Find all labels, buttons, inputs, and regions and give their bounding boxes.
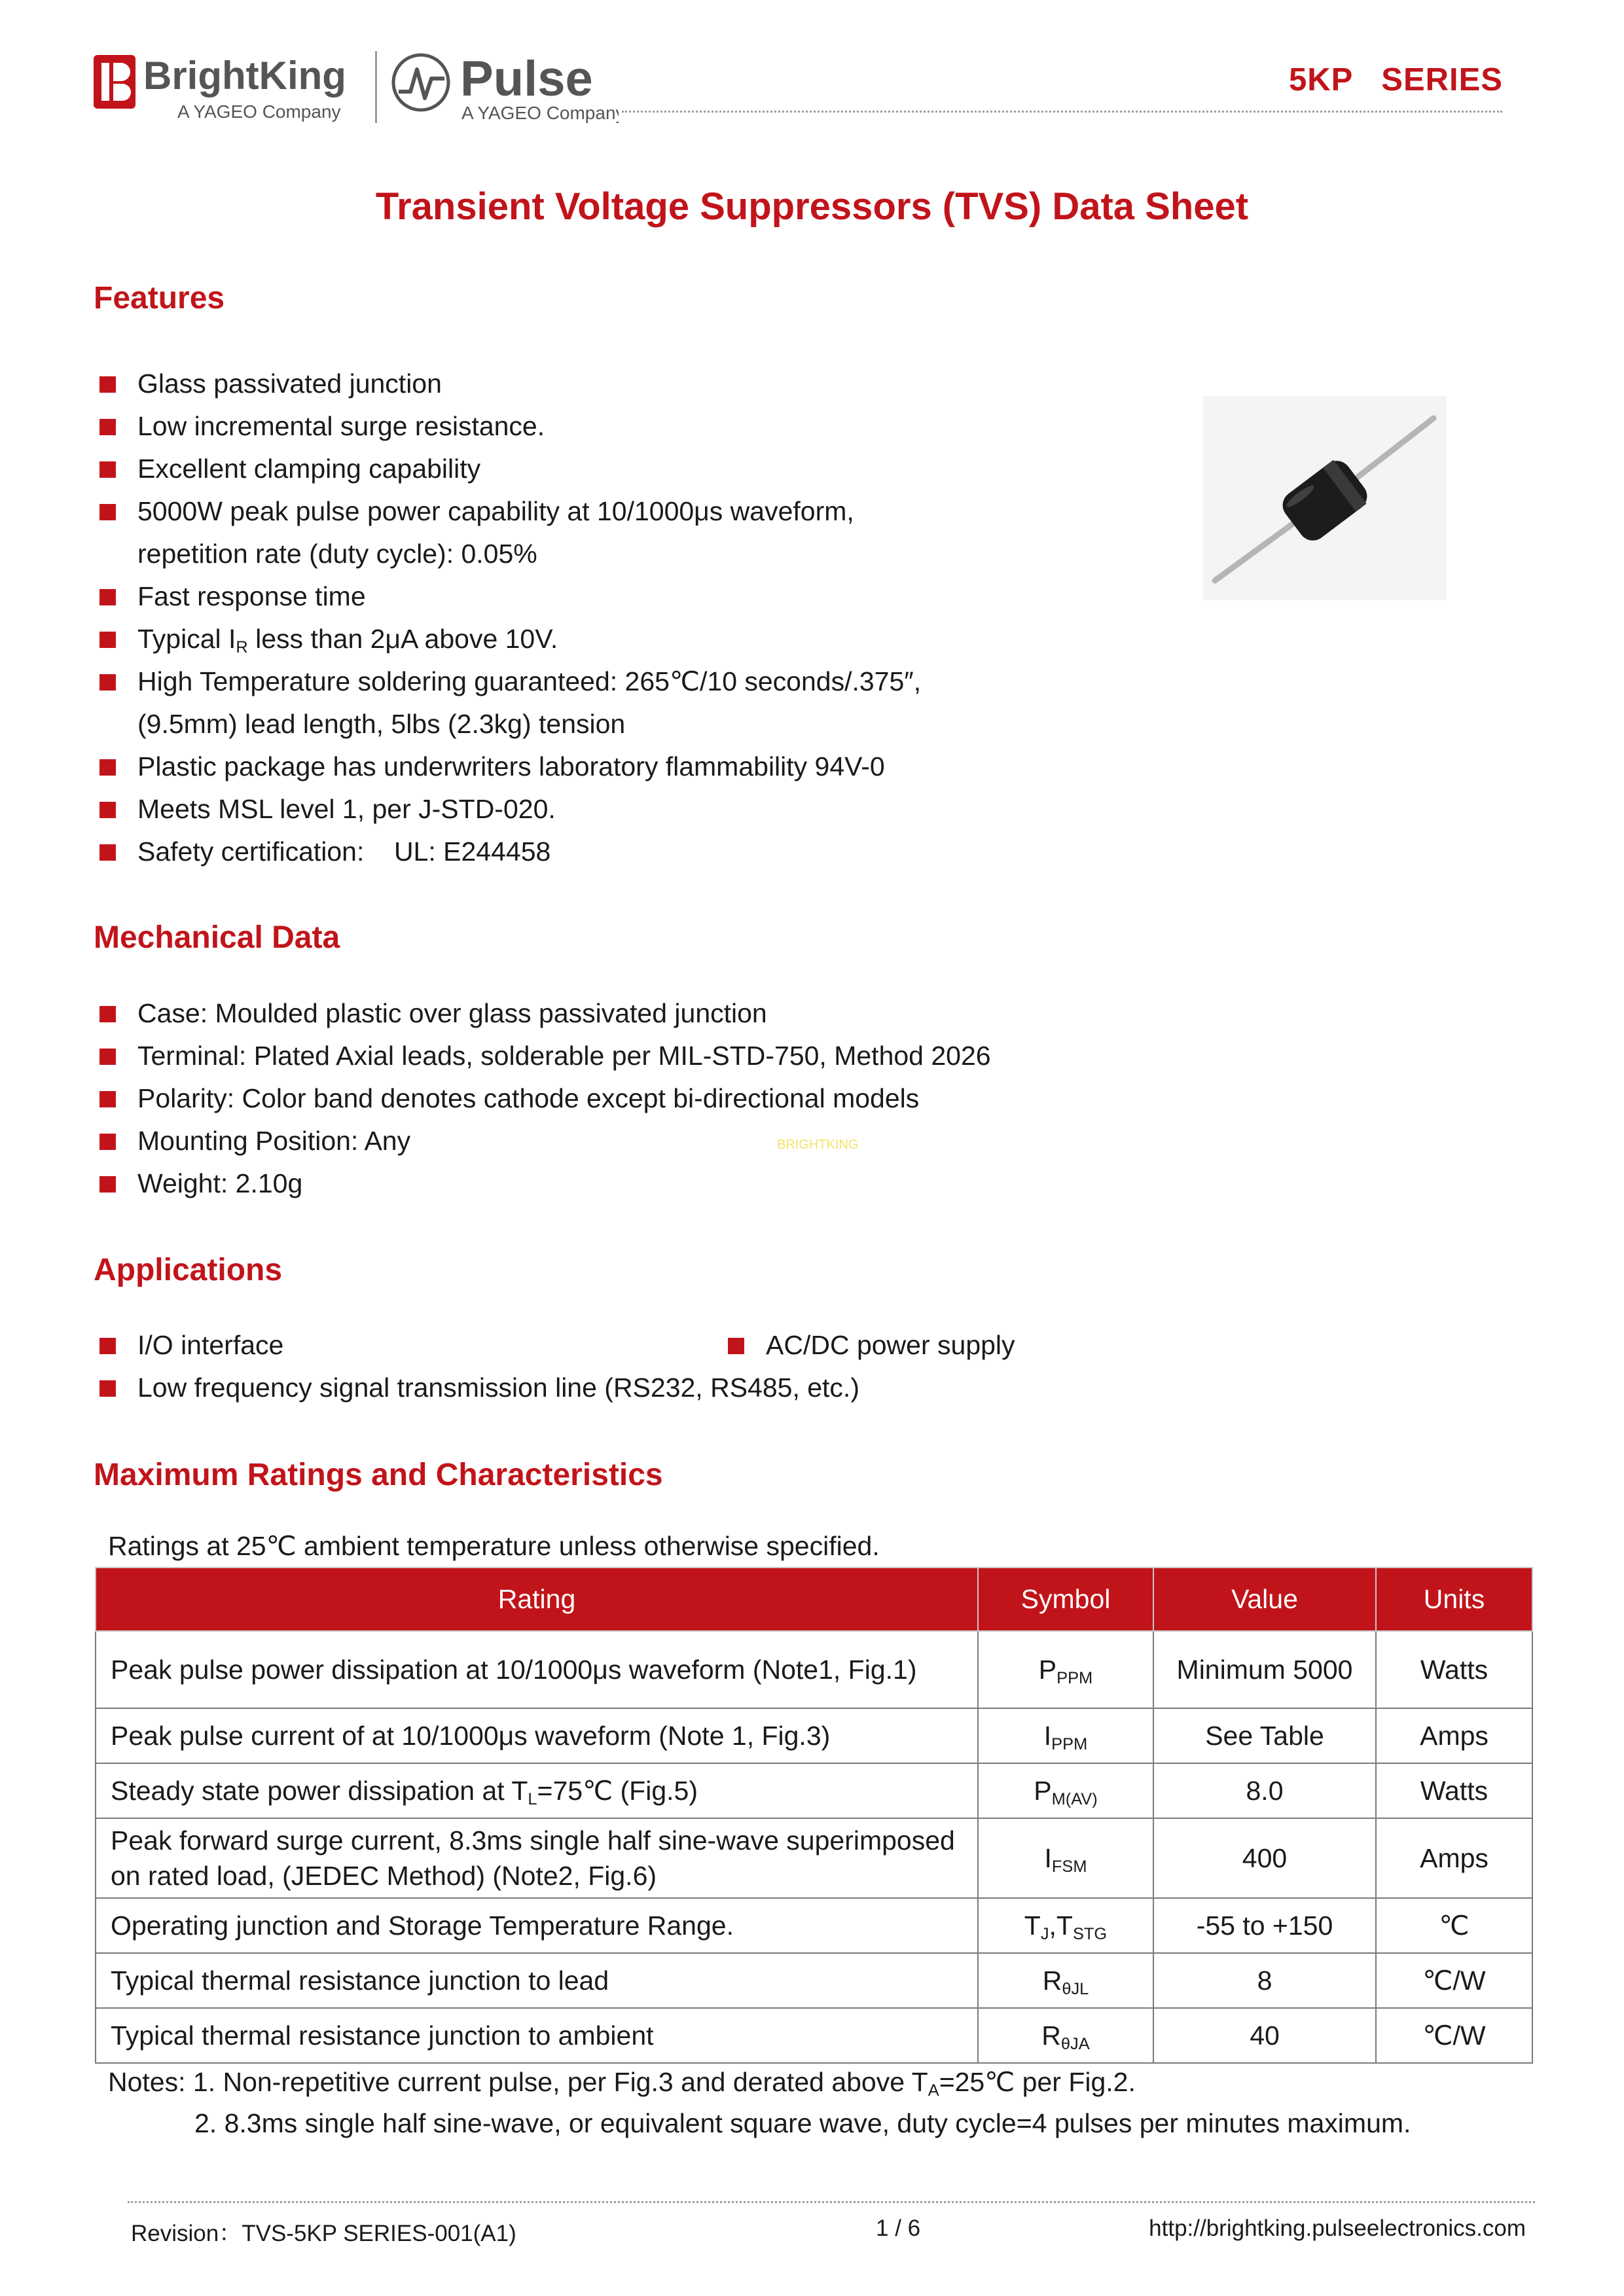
value-cell: 8.0: [1153, 1763, 1376, 1818]
pulse-logo: [389, 50, 619, 127]
bullet-icon: [99, 1380, 116, 1397]
ratings-table: [95, 1567, 1533, 2064]
column-header-rating: Rating: [96, 1568, 978, 1631]
product-photo: [1203, 396, 1447, 600]
pulse-mark-icon: [393, 55, 448, 110]
series-label: 5KP SERIES: [1288, 62, 1503, 98]
list-item: Terminal: Plated Axial leads, solderable per MIL-STD-750, Method 2026: [98, 1035, 991, 1077]
list-item: I/O interface: [98, 1324, 859, 1367]
symbol-cell: $T_J,T_{STG}$: [978, 1898, 1153, 1953]
value-cell: Minimum 5000: [1153, 1631, 1376, 1708]
list-item-continuation: repetition rate (duty cycle): 0.05%: [137, 539, 537, 569]
column-header-units: Units: [1376, 1568, 1532, 1631]
rating-cell: Peak pulse power dissipation at 10/1000μs waveform (Note1, Fig.1): [96, 1631, 978, 1708]
symbol-cell: $P_{M(AV)}$: [978, 1763, 1153, 1818]
list-item: Glass passivated junction: [98, 363, 921, 405]
bullet-icon: [99, 589, 116, 605]
list-item: Weight: 2.10g: [98, 1162, 991, 1205]
value-cell: 400: [1153, 1818, 1376, 1898]
list-item: 5000W peak pulse power capability at 10/1000μs waveform,: [98, 490, 921, 533]
bullet-icon: [99, 376, 116, 393]
symbol-cell: $I_{FSM}$: [978, 1818, 1153, 1898]
table-row: [96, 1708, 1532, 1763]
bullet-icon: [99, 1338, 116, 1354]
applications-list-col2: [727, 1324, 1015, 1367]
value-cell: 8: [1153, 1953, 1376, 2008]
list-item: Plastic package has underwriters laboratory flammability 94V-0: [98, 745, 921, 788]
units-cell: Amps: [1376, 1818, 1532, 1898]
symbol-cell: $R_{\theta JL}$: [978, 1953, 1153, 2008]
table-row: [96, 1898, 1532, 1953]
brightking-wordmark: BrightKing: [143, 54, 346, 98]
units-cell: Watts: [1376, 1763, 1532, 1818]
value-cell: See Table: [1153, 1708, 1376, 1763]
list-item: Mounting Position: Any: [98, 1120, 991, 1162]
bullet-icon: [99, 802, 116, 818]
column-header-value: Value: [1153, 1568, 1376, 1631]
list-item: Case: Moulded plastic over glass passivated junction: [98, 992, 991, 1035]
brightking-logo: [94, 50, 375, 127]
mechanical-list: [98, 992, 991, 1205]
bullet-icon: [728, 1338, 744, 1354]
rating-cell: Peak forward surge current, 8.3ms single half sine-wave superimposed on rated load, (JEDEC Method) (Note2, Fig.6): [96, 1818, 978, 1898]
list-item: Meets MSL level 1, per J-STD-020.: [98, 788, 921, 831]
bullet-icon: [99, 461, 116, 478]
list-item: Excellent clamping capability: [98, 448, 921, 490]
symbol-cell: $P_{PPM}$: [978, 1631, 1153, 1708]
brightking-tagline: A YAGEO Company: [177, 101, 341, 122]
column-header-symbol: Symbol: [978, 1568, 1153, 1631]
note-2: 2. 8.3ms single half sine-wave, or equivalent square wave, duty cycle=4 pulses per minutes maximum.: [194, 2108, 1411, 2138]
units-cell: ℃: [1376, 1898, 1532, 1953]
footer-url[interactable]: http://brightking.pulseelectronics.com: [1149, 2215, 1526, 2241]
list-item: Polarity: Color band denotes cathode except bi-directional models: [98, 1077, 991, 1120]
rating-cell: Operating junction and Storage Temperature Range.: [96, 1898, 978, 1953]
footer-rule: [128, 2201, 1535, 2203]
mechanical-heading: Mechanical Data: [94, 920, 340, 955]
list-item: AC/DC power supply: [727, 1324, 1015, 1367]
header-rule: [622, 111, 1502, 113]
list-item-continuation: (9.5mm) lead length, 5lbs (2.3kg) tension: [137, 709, 626, 739]
bullet-icon: [99, 504, 116, 520]
list-item: Low incremental surge resistance.: [98, 405, 921, 448]
pulse-tagline: A YAGEO Company: [461, 103, 619, 123]
rating-cell: Peak pulse current of at 10/1000μs waveform (Note 1, Fig.3): [96, 1708, 978, 1763]
table-row: [96, 1818, 1532, 1898]
ratings-caption: Ratings at 25℃ ambient temperature unless otherwise specified.: [108, 1531, 880, 1561]
bullet-icon: [99, 759, 116, 776]
value-cell: 40: [1153, 2008, 1376, 2063]
table-row: [96, 1953, 1532, 2008]
bullet-icon: [99, 1006, 116, 1022]
list-item: Typical $I_R$ less than 2μA above 10V.: [98, 618, 921, 660]
features-heading: Features: [94, 281, 225, 315]
logo-divider: [375, 51, 377, 123]
document-title: Transient Voltage Suppressors (TVS) Data Sheet: [375, 185, 1249, 228]
bullet-icon: [99, 1176, 116, 1193]
applications-heading: Applications: [94, 1253, 283, 1287]
units-cell: Watts: [1376, 1631, 1532, 1708]
list-item: Low frequency signal transmission line (RS232, RS485, etc.): [98, 1367, 859, 1409]
ratings-heading: Maximum Ratings and Characteristics: [94, 1458, 663, 1492]
footer-revision: Revision：TVS-5KP SERIES-001(A1): [131, 2221, 516, 2246]
units-cell: ℃/W: [1376, 1953, 1532, 2008]
table-row: [96, 1631, 1532, 1708]
rating-cell: Typical thermal resistance junction to lead: [96, 1953, 978, 2008]
units-cell: Amps: [1376, 1708, 1532, 1763]
pulse-wordmark: Pulse: [460, 51, 593, 107]
symbol-cell: $I_{PPM}$: [978, 1708, 1153, 1763]
watermark: BRIGHTKING: [777, 1138, 859, 1152]
bullet-icon: [99, 674, 116, 691]
symbol-cell: $R_{\theta JA}$: [978, 2008, 1153, 2063]
table-header-row: [96, 1568, 1532, 1631]
footer-page-number: 1 / 6: [876, 2215, 921, 2241]
table-row: [96, 2008, 1532, 2063]
bullet-icon: [99, 1134, 116, 1150]
note-1: Notes: 1. Non-repetitive current pulse, per Fig.3 and derated above $T_A=25℃$ per Fig.2.: [108, 2067, 1136, 2100]
bullet-icon: [99, 1049, 116, 1065]
brightking-mark-icon: [94, 55, 135, 109]
bullet-icon: [99, 632, 116, 648]
bullet-icon: [99, 419, 116, 435]
rating-cell: Steady state power dissipation at $T_L=75℃$ (Fig.5): [96, 1763, 978, 1818]
bullet-icon: [99, 1091, 116, 1107]
bullet-icon: [99, 844, 116, 861]
rating-cell: Typical thermal resistance junction to ambient: [96, 2008, 978, 2063]
table-row: [96, 1763, 1532, 1818]
features-list: [98, 363, 921, 873]
list-item: Safety certification: UL: E244458: [98, 831, 921, 873]
list-item: Fast response time: [98, 575, 921, 618]
units-cell: ℃/W: [1376, 2008, 1532, 2063]
list-item: High Temperature soldering guaranteed: 265℃/10 seconds/.375″,: [98, 660, 921, 703]
value-cell: -55 to +150: [1153, 1898, 1376, 1953]
